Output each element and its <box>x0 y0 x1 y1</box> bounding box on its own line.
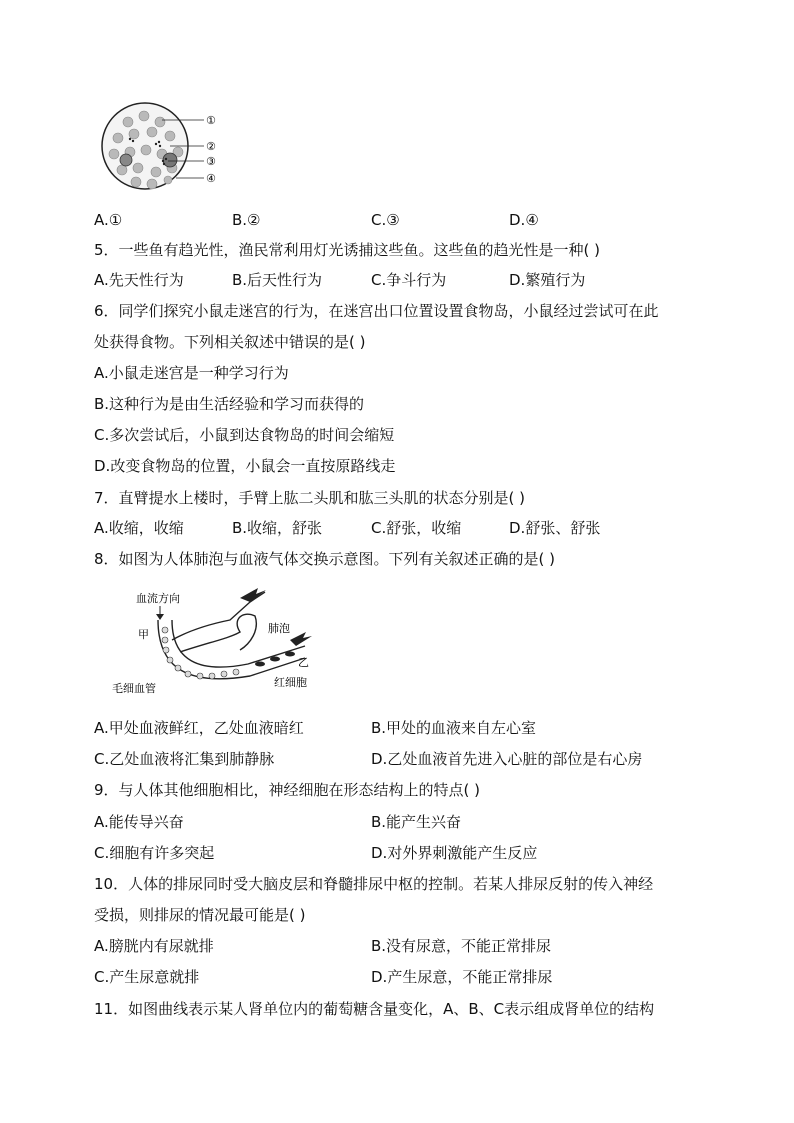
q10-option-a[interactable]: A.膀胱内有尿就排 <box>94 937 214 955</box>
q5-option-c[interactable]: C.争斗行为 <box>371 271 447 289</box>
label-capillary: 毛细血管 <box>112 682 156 695</box>
q8-option-b[interactable]: B.甲处的血液来自左心室 <box>371 719 537 737</box>
q9-option-c[interactable]: C.细胞有许多突起 <box>94 844 215 862</box>
q6-option-c[interactable]: C.多次尝试后，小鼠到达食物岛的时间会缩短 <box>94 426 395 444</box>
label-alveolus: 肺泡 <box>268 622 290 635</box>
q10-stem-line-2: 受损，则排尿的情况最可能是( ) <box>94 906 306 924</box>
q8-option-a[interactable]: A.甲处血液鲜红，乙处血液暗红 <box>94 719 304 737</box>
q9-option-a[interactable]: A.能传导兴奋 <box>94 813 184 831</box>
label-red-blood-cell: 红细胞 <box>274 676 307 689</box>
q10-option-c[interactable]: C.产生尿意就排 <box>94 968 200 986</box>
alveolus-gas-exchange-figure <box>100 580 330 700</box>
q5-option-b[interactable]: B.后天性行为 <box>232 271 323 289</box>
q4-option-c[interactable]: C.③ <box>371 211 400 229</box>
q6-stem-line-2: 处获得食物。下列相关叙述中错误的是( ) <box>94 333 366 351</box>
q9-stem: 9．与人体其他细胞相比，神经细胞在形态结构上的特点( ) <box>94 781 481 799</box>
q9-option-d[interactable]: D.对外界刺激能产生反应 <box>371 844 538 862</box>
q8-option-c[interactable]: C.乙处血液将汇集到肺静脉 <box>94 750 275 768</box>
q10-stem-line-1: 10．人体的排尿同时受大脑皮层和脊髓排尿中枢的控制。若某人排尿反射的传入神经 <box>94 875 654 893</box>
q4-option-b[interactable]: B.② <box>232 211 261 229</box>
q6-stem-line-1: 6．同学们探究小鼠走迷宫的行为，在迷宫出口位置设置食物岛，小鼠经过尝试可在此 <box>94 302 659 320</box>
blood-smear-figure <box>100 100 230 200</box>
blood-label-2: ② <box>206 140 216 153</box>
q5-option-a[interactable]: A.先天性行为 <box>94 271 184 289</box>
blood-label-1: ① <box>206 114 216 127</box>
q7-option-c[interactable]: C.舒张，收缩 <box>371 519 462 537</box>
q10-option-b[interactable]: B.没有尿意，不能正常排尿 <box>371 937 552 955</box>
q5-stem: 5．一些鱼有趋光性，渔民常利用灯光诱捕这些鱼。这些鱼的趋光性是一种( ) <box>94 241 601 259</box>
q9-option-b[interactable]: B.能产生兴奋 <box>371 813 462 831</box>
q10-option-d[interactable]: D.产生尿意，不能正常排尿 <box>371 968 553 986</box>
label-jia: 甲 <box>138 628 149 641</box>
q8-option-d[interactable]: D.乙处血液首先进入心脏的部位是右心房 <box>371 750 643 768</box>
q11-stem: 11．如图曲线表示某人肾单位内的葡萄糖含量变化，A、B、C表示组成肾单位的结构 <box>94 1000 655 1018</box>
label-yi: 乙 <box>298 656 309 669</box>
q4-option-d[interactable]: D.④ <box>509 211 539 229</box>
q4-option-a[interactable]: A.① <box>94 211 123 229</box>
q7-option-b[interactable]: B.收缩，舒张 <box>232 519 323 537</box>
q5-option-d[interactable]: D.繁殖行为 <box>509 271 586 289</box>
q8-stem: 8．如图为人体肺泡与血液气体交换示意图。下列有关叙述正确的是( ) <box>94 550 556 568</box>
blood-label-3: ③ <box>206 155 216 168</box>
label-flow-direction: 血流方向 <box>136 592 180 605</box>
q6-option-a[interactable]: A.小鼠走迷宫是一种学习行为 <box>94 364 289 382</box>
q6-option-d[interactable]: D.改变食物岛的位置，小鼠会一直按原路线走 <box>94 457 396 475</box>
q7-option-a[interactable]: A.收缩，收缩 <box>94 519 184 537</box>
q6-option-b[interactable]: B.这种行为是由生活经验和学习而获得的 <box>94 395 365 413</box>
blood-label-4: ④ <box>206 172 216 185</box>
q7-stem: 7．直臂提水上楼时，手臂上肱二头肌和肱三头肌的状态分别是( ) <box>94 489 526 507</box>
q7-option-d[interactable]: D.舒张、舒张 <box>509 519 601 537</box>
